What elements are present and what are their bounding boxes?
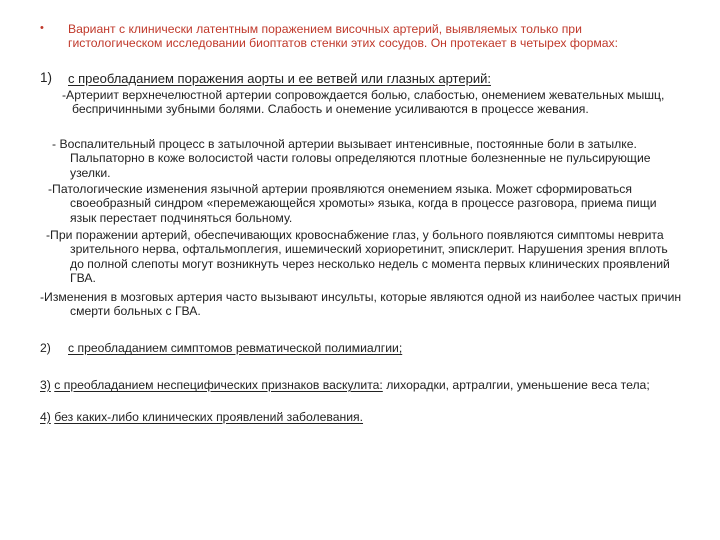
- item1-paragraph: [40, 290, 684, 319]
- paragraph-occipital-artery: - Воспалительный процесс в затылочной артерии вызывает интенсивные, постоянные боли в затылке. Пальпаторно в коже волосистой части головы определяются плотные болезненные не пульсирующие узелки.: [52, 137, 651, 180]
- item1-paragraph: [62, 88, 682, 117]
- intro-text: Вариант с клинически латентным поражением височных артерий, выявляемых только при гистологическом исследовании биоптатов стенки этих сосудов. Он протекает в четырех формах:: [68, 22, 619, 51]
- item2-heading: с преобладанием симптомов ревматической полимиалгии;: [68, 341, 403, 355]
- item4-heading: без каких-либо клинических проявлений заболевания.: [54, 410, 364, 424]
- item1-heading: с преобладанием поражения аорты и ее ветвей или глазных артерий:: [68, 71, 491, 86]
- item2-number: 2): [40, 341, 51, 355]
- paragraph-maxillary-artery: -Артериит верхнечелюстной артерии сопровождается болью, слабостью, онемением жевательных мышц, беспричинными зубными болями. Слабость и онемение усиливаются в процессе жевания.: [62, 88, 665, 117]
- item3-heading: с преобладанием неспецифических признаков васкулита:: [54, 378, 383, 392]
- item1-paragraph: [46, 228, 684, 286]
- item3: [40, 378, 670, 392]
- bullet-marker: •: [40, 22, 44, 34]
- item3-rest: лихорадки, артралгии, уменьшение веса тела;: [382, 378, 650, 392]
- item4: [40, 410, 363, 424]
- paragraph-cerebral-arteries: -Изменения в мозговых артерия часто вызывают инсульты, которые являются одной из наиболее частых причин смерти больных с ГВА.: [40, 290, 682, 319]
- item4-number: 4): [40, 410, 51, 424]
- paragraph-lingual-artery: -Патологические изменения язычной артерии проявляются онемением языка. Может сформироваться своеобразный синдром «перемежающейся хромоты» языка, когда в процессе разговора, приема пищи язык перестает подчиняться больному.: [48, 182, 657, 225]
- item3-number: 3): [40, 378, 51, 392]
- item1-paragraph: [48, 182, 684, 225]
- paragraph-ocular-arteries: -При поражении артерий, обеспечивающих кровоснабжение глаз, у больного появляются симптомы неврита зрительного нерва, офтальмоплегия, ишемический хориоретинит, эписклерит. Нарушения зрения вплоть до полной слепоты могут возникнуть через несколько недель с момента первых клинических проявлений ГВА.: [46, 228, 670, 286]
- item1-paragraph: [52, 137, 682, 180]
- item1-number: 1): [40, 70, 53, 85]
